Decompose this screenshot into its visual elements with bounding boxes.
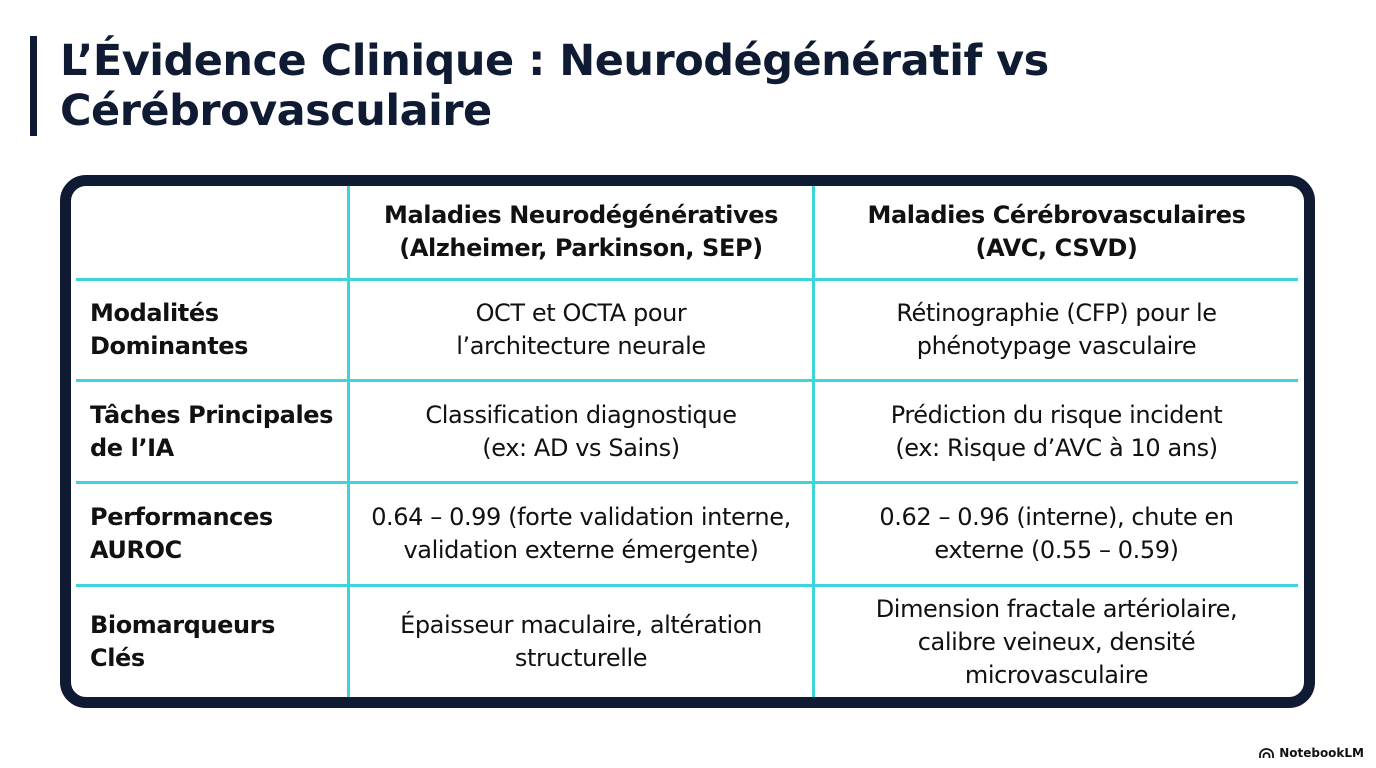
brand-label: NotebookLM bbox=[1279, 746, 1364, 760]
cell-biomarqueurs-neuro: Épaisseur maculaire, altération structurelle bbox=[347, 584, 812, 697]
cell-performances-neuro: 0.64 – 0.99 (forte validation interne, validation externe émergente) bbox=[347, 481, 812, 584]
header-neuro-label: Maladies Neurodégénératives (Alzheimer, Parkinson, SEP) bbox=[383, 201, 778, 262]
row-label-performances: Performances AUROC bbox=[76, 481, 347, 584]
notebooklm-brand bbox=[1259, 746, 1364, 760]
cell-modalites-cerebro: Rétinographie (CFP) pour le phénotypage vasculaire bbox=[812, 278, 1298, 379]
slide-title: L’Évidence Clinique : Neurodégénératif vs Cérébrovasculaire bbox=[60, 36, 1049, 136]
cell-taches-cerebro: Prédiction du risque incident (ex: Risque d’AVC à 10 ans) bbox=[812, 379, 1298, 481]
cell-modalites-neuro: OCT et OCTA pour l’architecture neurale bbox=[347, 278, 812, 379]
row-label-biomarqueurs: Biomarqueurs Clés bbox=[76, 584, 347, 697]
header-cerebro bbox=[812, 186, 1298, 278]
comparison-table bbox=[60, 175, 1315, 708]
comparison-grid bbox=[76, 186, 1298, 697]
row-label-modalites: Modalités Dominantes bbox=[76, 278, 347, 379]
header-cerebro-label: Maladies Cérébrovasculaires (AVC, CSVD) bbox=[867, 201, 1246, 262]
header-corner-cell bbox=[76, 186, 347, 278]
row-label-taches: Tâches Principales de l’IA bbox=[76, 379, 347, 481]
title-accent-bar bbox=[30, 36, 37, 136]
header-neuro bbox=[347, 186, 812, 278]
cell-biomarqueurs-cerebro: Dimension fractale artériolaire, calibre veineux, densité microvasculaire bbox=[812, 584, 1298, 697]
cell-taches-neuro: Classification diagnostique (ex: AD vs Sains) bbox=[347, 379, 812, 481]
notebooklm-logo-icon bbox=[1259, 748, 1274, 759]
cell-performances-cerebro: 0.62 – 0.96 (interne), chute en externe (0.55 – 0.59) bbox=[812, 481, 1298, 584]
